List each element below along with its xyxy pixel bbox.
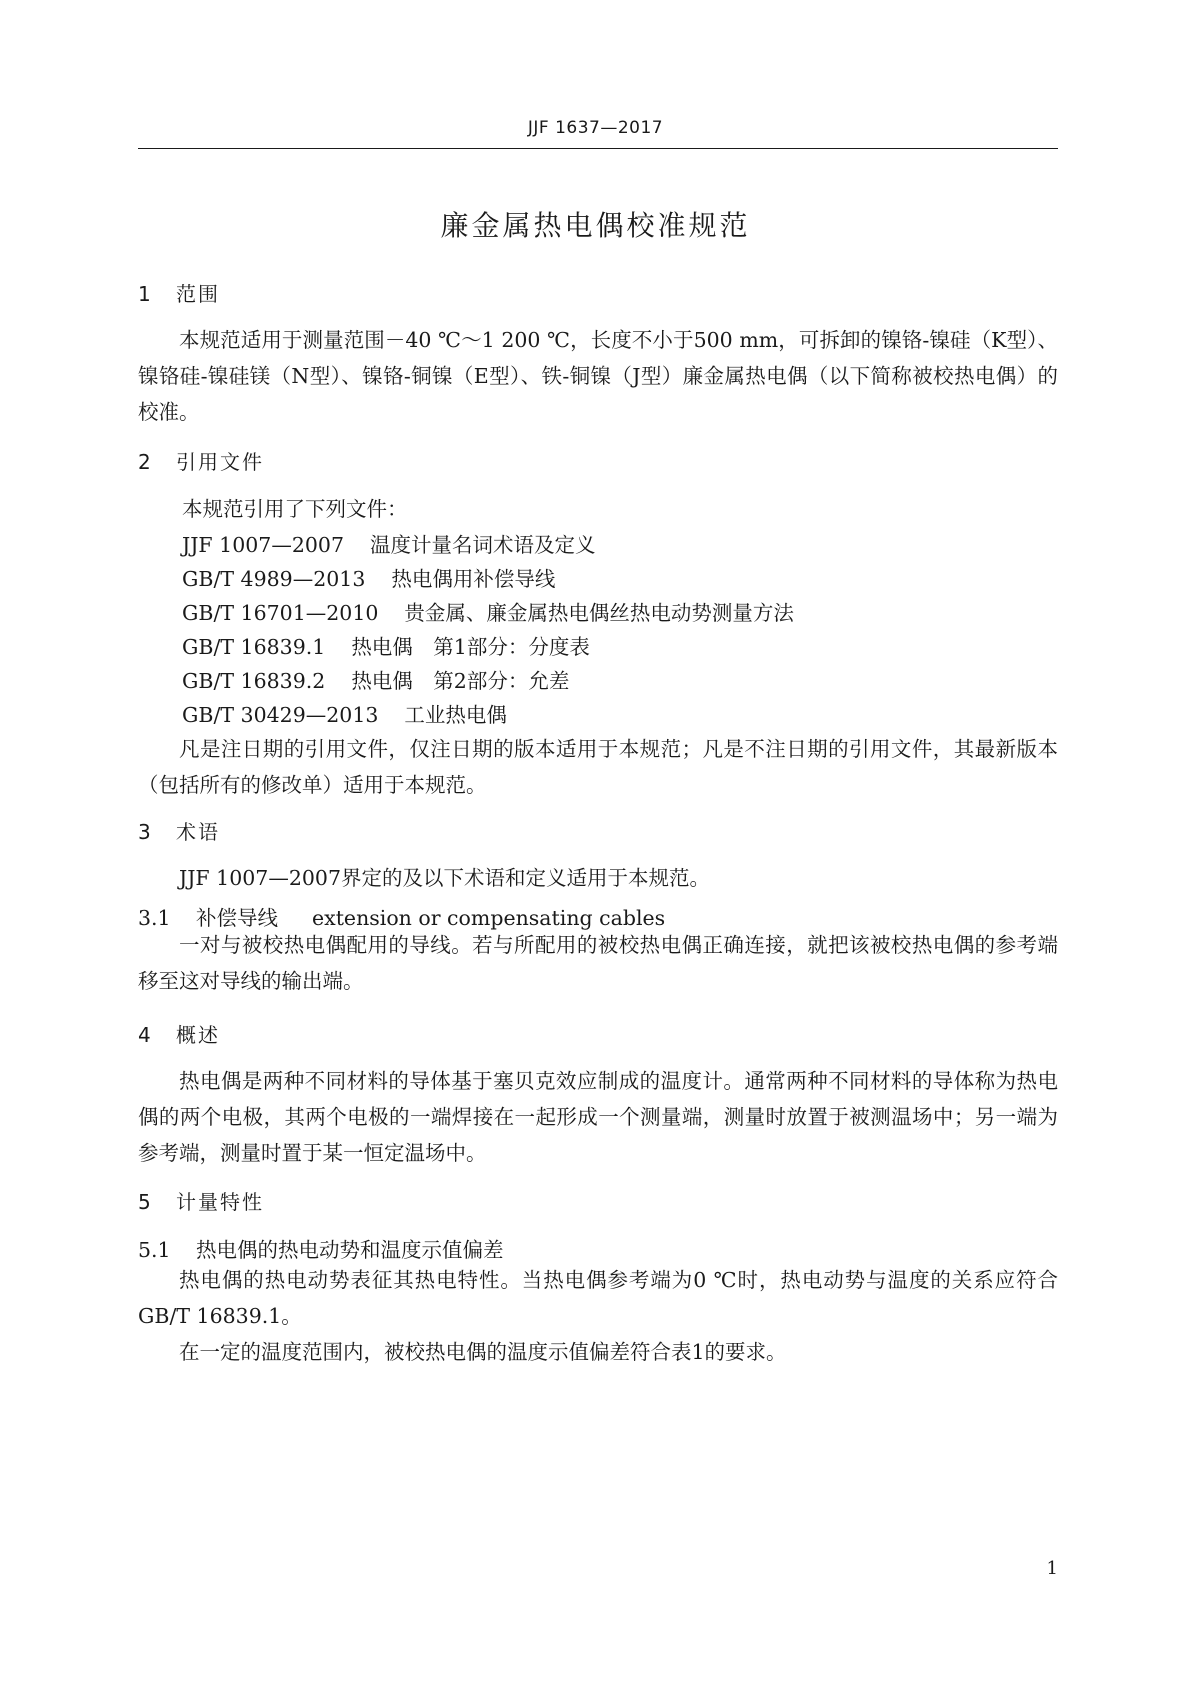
reference-code: GB/T 16839.2 <box>182 669 326 693</box>
references-note: 凡是注日期的引用文件，仅注日期的版本适用于本规范；凡是不注日期的引用文件，其最新版本（包括所有的修改单）适用于本规范。 <box>138 737 1058 797</box>
section-number: 1 <box>138 282 151 306</box>
section-5-heading <box>138 1186 264 1215</box>
section-1-heading <box>138 278 220 307</box>
document-title: 廉金属热电偶校准规范 <box>440 209 751 242</box>
reference-item <box>182 595 794 631</box>
reference-code: GB/T 16839.1 <box>182 635 326 659</box>
reference-item <box>182 527 596 563</box>
references-intro: 本规范引用了下列文件： <box>182 497 408 521</box>
section-4-heading <box>138 1019 220 1048</box>
reference-code: GB/T 16701—2010 <box>182 601 379 625</box>
page-number: 1 <box>1046 1558 1058 1579</box>
term-definition: 一对与被校热电偶配用的导线。若与所配用的被校热电偶正确连接，就把该被校热电偶的参考端移至这对导线的输出端。 <box>138 933 1058 993</box>
section-4-paragraph: 热电偶是两种不同材料的导体基于塞贝克效应制成的温度计。通常两种不同材料的导体称为热电偶的两个电极，其两个电极的一端焊接在一起形成一个测量端，测量时放置于被测温场中；另一端为参考端，测量时置于某一恒定温场中。 <box>138 1069 1058 1165</box>
subsection-5-1-heading <box>138 1233 504 1263</box>
section-title: 术语 <box>176 820 220 844</box>
section-title: 引用文件 <box>176 450 264 474</box>
reference-name: 工业热电偶 <box>404 703 507 727</box>
reference-name: 温度计量名词术语及定义 <box>370 533 596 557</box>
section-number: 3 <box>138 820 151 844</box>
reference-item <box>182 697 507 733</box>
reference-name: 热电偶用补偿导线 <box>391 567 556 591</box>
reference-code: GB/T 30429—2013 <box>182 703 379 727</box>
subsection-5-1-paragraph: 热电偶的热电动势表征其热电特性。当热电偶参考端为0 ℃时，热电动势与温度的关系应符合GB/T 16839.1。 <box>138 1268 1058 1328</box>
section-title: 范围 <box>176 282 220 306</box>
section-number: 4 <box>138 1023 151 1047</box>
reference-code: JJF 1007—2007 <box>182 533 345 557</box>
subsection-title: 热电偶的热电动势和温度示值偏差 <box>196 1238 504 1262</box>
reference-item <box>182 663 569 699</box>
section-title: 概述 <box>176 1023 220 1047</box>
subsection-number: 5.1 <box>138 1238 171 1262</box>
subsection-5-1-paragraph: 在一定的温度范围内，被校热电偶的温度示值偏差符合表1的要求。 <box>179 1340 787 1364</box>
section-3-heading <box>138 816 220 845</box>
reference-name: 热电偶 第2部分：允差 <box>351 669 570 693</box>
running-head: JJF 1637—2017 <box>527 118 664 138</box>
section-2-heading <box>138 446 264 475</box>
reference-item <box>182 629 590 665</box>
reference-item <box>182 561 555 597</box>
reference-code: GB/T 4989—2013 <box>182 567 366 591</box>
terms-intro: JJF 1007—2007界定的及以下术语和定义适用于本规范。 <box>179 866 711 890</box>
reference-name: 贵金属、廉金属热电偶丝热电动势测量方法 <box>404 601 794 625</box>
reference-name: 热电偶 第1部分：分度表 <box>351 635 590 659</box>
term-number: 3.1 <box>138 906 171 930</box>
section-number: 2 <box>138 450 151 474</box>
header-rule <box>138 148 1058 149</box>
term-chinese: 补偿导线 <box>196 906 278 930</box>
section-title: 计量特性 <box>176 1190 264 1214</box>
term-english: extension or compensating cables <box>312 906 666 930</box>
section-1-paragraph: 本规范适用于测量范围－40 ℃～1 200 ℃，长度不小于500 mm，可拆卸的镍铬-镍硅（K型）、镍铬硅-镍硅镁（N型）、镍铬-铜镍（E型）、铁-铜镍（J型）廉金属热电偶（以下简称被校热电偶）的校准。 <box>138 328 1058 424</box>
section-number: 5 <box>138 1190 151 1214</box>
